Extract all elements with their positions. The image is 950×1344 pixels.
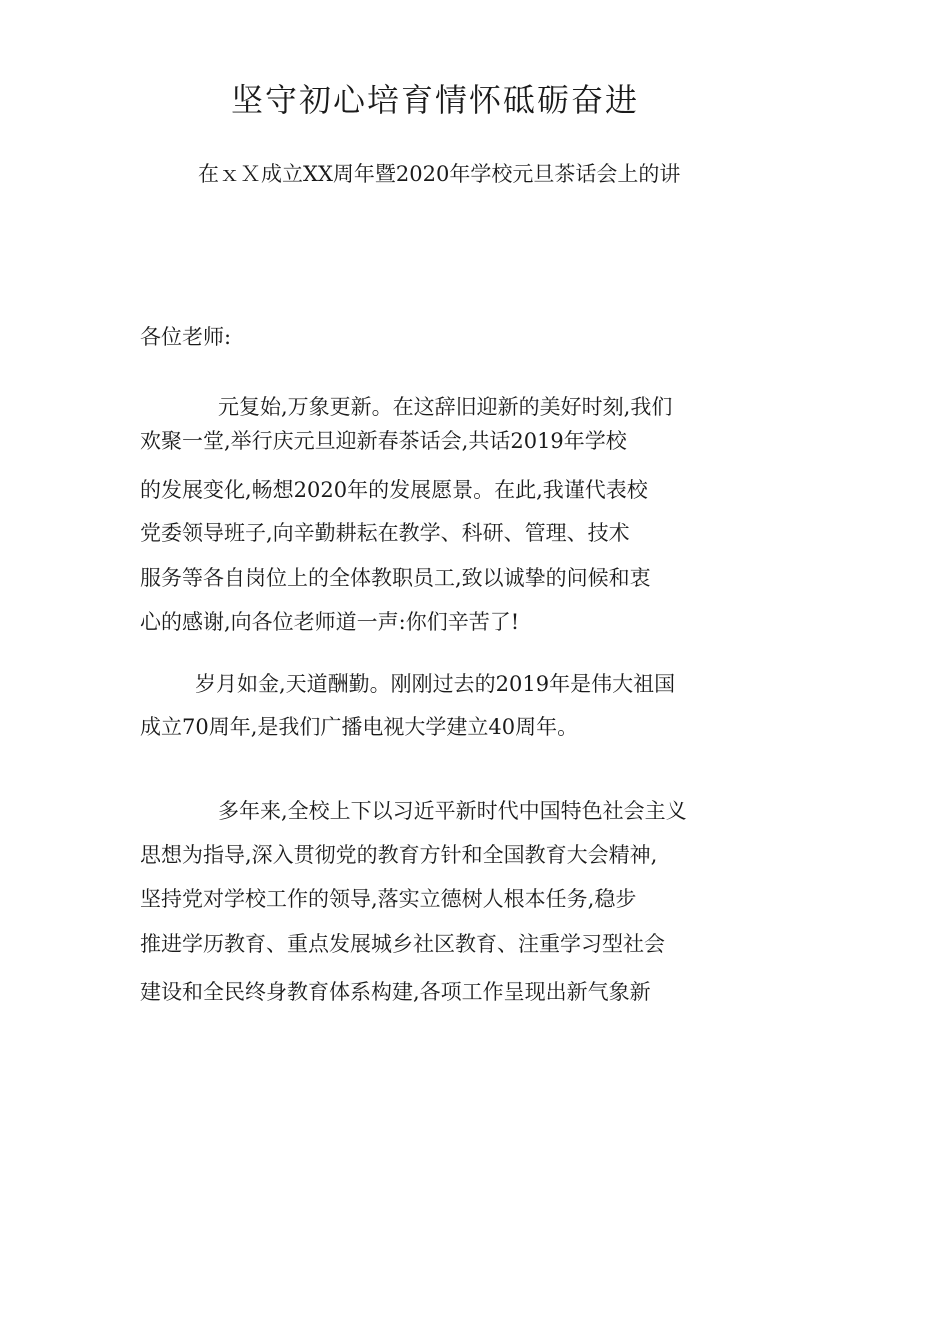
paragraph-line: 岁月如金,天道酬勤。刚刚过去的2019年是伟大祖国	[195, 672, 676, 696]
paragraph-line: 建设和全民终身教育体系构建,各项工作呈现出新气象新	[140, 980, 651, 1004]
paragraph-line: 元复始,万象更新。在这辞旧迎新的美好时刻,我们	[218, 395, 673, 419]
salutation: 各位老师:	[140, 325, 232, 349]
paragraph-line: 党委领导班子,向辛勤耕耘在教学、科研、管理、技术	[140, 521, 630, 545]
paragraph-line: 心的感谢,向各位老师道一声:你们辛苦了!	[140, 610, 520, 634]
paragraph-line: 服务等各自岗位上的全体教职员工,致以诚挚的问候和衷	[140, 566, 651, 590]
paragraph-line: 欢聚一堂,举行庆元旦迎新春茶话会,共话2019年学校	[140, 429, 627, 453]
paragraph-line: 推进学历教育、重点发展城乡社区教育、注重学习型社会	[140, 932, 665, 956]
paragraph-line: 的发展变化,畅想2020年的发展愿景。在此,我谨代表校	[140, 478, 648, 502]
paragraph-line: 坚持党对学校工作的领导,落实立德树人根本任务,稳步	[140, 887, 637, 911]
document-subtitle: 在ｘＸ成立XX周年暨2020年学校元旦茶话会上的讲	[198, 162, 681, 186]
paragraph-line: 思想为指导,深入贯彻党的教育方针和全国教育大会精神,	[140, 843, 658, 867]
paragraph-line: 成立70周年,是我们广播电视大学建立40周年。	[140, 715, 579, 739]
paragraph-line: 多年来,全校上下以习近平新时代中国特色社会主义	[218, 799, 687, 823]
document-title: 坚守初心培育情怀砥砺奋进	[230, 81, 639, 119]
